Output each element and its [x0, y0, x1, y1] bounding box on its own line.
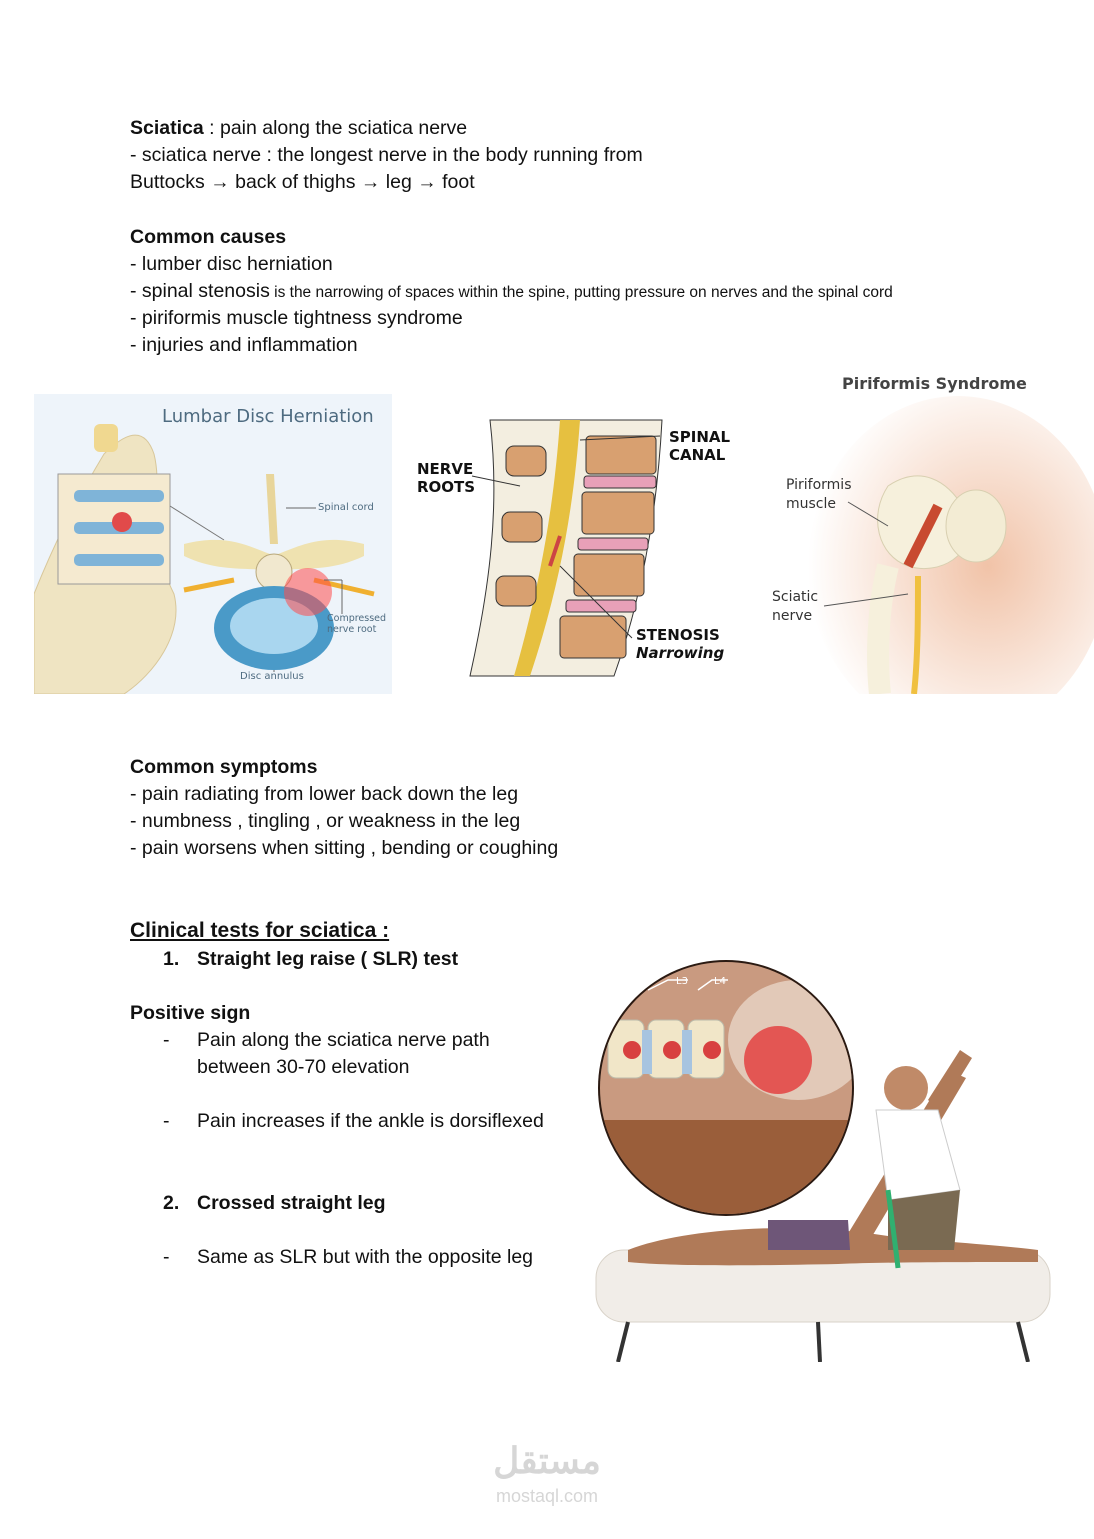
sciatic-nerve-label — [772, 588, 818, 626]
test2-number: 2. — [163, 1192, 180, 1214]
cause-item: - injuries and inflammation — [130, 334, 358, 356]
compressed-root-line-1: Compressed — [327, 613, 387, 624]
sign1-line2: between 30-70 elevation — [197, 1056, 410, 1078]
lumbar-drawing — [34, 394, 392, 694]
dash-bullet: - — [163, 1246, 170, 1268]
nerve-roots-line-2: ROOTS — [417, 478, 476, 496]
sciatica-term: Sciatica — [130, 117, 204, 139]
intro-line-1 — [130, 115, 467, 142]
slr-drawing — [588, 950, 1058, 1362]
spinal-canal-line-1: SPINAL — [669, 428, 731, 446]
nerve-roots-line-1: NERVE — [417, 460, 474, 478]
lumbar-title: Lumbar Disc Herniation — [162, 406, 374, 427]
disc-annulus-label: Disc annulus — [240, 671, 304, 682]
l3-label: L3 — [676, 976, 688, 987]
causes-heading: Common causes — [130, 226, 287, 248]
lumbar-disc-herniation-illustration — [34, 394, 392, 694]
sign2: Pain increases if the ankle is dorsiflexed — [197, 1110, 544, 1132]
spinal-cord-label: Spinal cord — [318, 502, 374, 513]
sciatica-definition: : pain along the sciatica nerve — [203, 117, 468, 139]
intro-line-2: - sciatica nerve : the longest nerve in the body running from — [130, 144, 643, 166]
clinical-tests-heading: Clinical tests for sciatica : — [130, 919, 390, 942]
piriformis-muscle-line-1: Piriformis — [786, 477, 852, 493]
cause-item — [130, 278, 893, 306]
sciatic-nerve-line-2: nerve — [772, 608, 813, 624]
symptoms-heading: Common symptoms — [130, 756, 318, 778]
piriformis-drawing — [768, 366, 1094, 694]
sciatic-nerve-line-1: Sciatic — [772, 589, 819, 605]
narrowing-label: Narrowing — [636, 644, 725, 662]
compressed-root-line-2: nerve root — [327, 624, 377, 635]
test2-title: Crossed straight leg — [197, 1192, 386, 1214]
spinal-stenosis-illustration — [410, 416, 740, 681]
cause-item-main: - spinal stenosis — [130, 280, 270, 302]
piriformis-muscle-line-2: muscle — [786, 496, 837, 512]
cause-item-note: is the narrowing of spaces within the spine, putting pressure on nerves and the spinal cord — [269, 284, 893, 301]
dash-bullet: - — [163, 1029, 170, 1051]
test1-number: 1. — [163, 948, 180, 970]
sign1-line1: Pain along the sciatica nerve path — [197, 1029, 490, 1051]
dash-bullet: - — [163, 1110, 170, 1132]
nerve-roots-label — [417, 460, 475, 496]
spinal-canal-line-2: CANAL — [669, 446, 726, 464]
symptom-item: - pain worsens when sitting , bending or coughing — [130, 837, 559, 859]
piriformis-syndrome-illustration — [768, 366, 1094, 694]
l4-label: L4 — [714, 976, 726, 987]
piriformis-title: Piriformis Syndrome — [842, 374, 1027, 393]
test2-sign: Same as SLR but with the opposite leg — [197, 1246, 534, 1268]
test1-title: Straight leg raise ( SLR) test — [197, 948, 459, 970]
watermark-url: mostaql.com — [495, 1486, 599, 1506]
positive-sign-heading: Positive sign — [130, 1002, 251, 1024]
watermark-logo: مستقل — [493, 1440, 601, 1481]
symptom-item: - numbness , tingling , or weakness in the leg — [130, 810, 521, 832]
cause-item: - lumber disc herniation — [130, 253, 333, 275]
intro-line-3: Buttocks → back of thighs → leg → foot — [130, 171, 475, 193]
spinal-canal-label — [669, 428, 730, 464]
slr-test-illustration — [588, 950, 1058, 1362]
piriformis-muscle-label — [786, 476, 852, 514]
stenosis-label: STENOSIS — [636, 626, 720, 644]
cause-item: - piriformis muscle tightness syndrome — [130, 307, 463, 329]
compressed-root-label — [327, 613, 386, 635]
symptom-item: - pain radiating from lower back down the leg — [130, 783, 519, 805]
